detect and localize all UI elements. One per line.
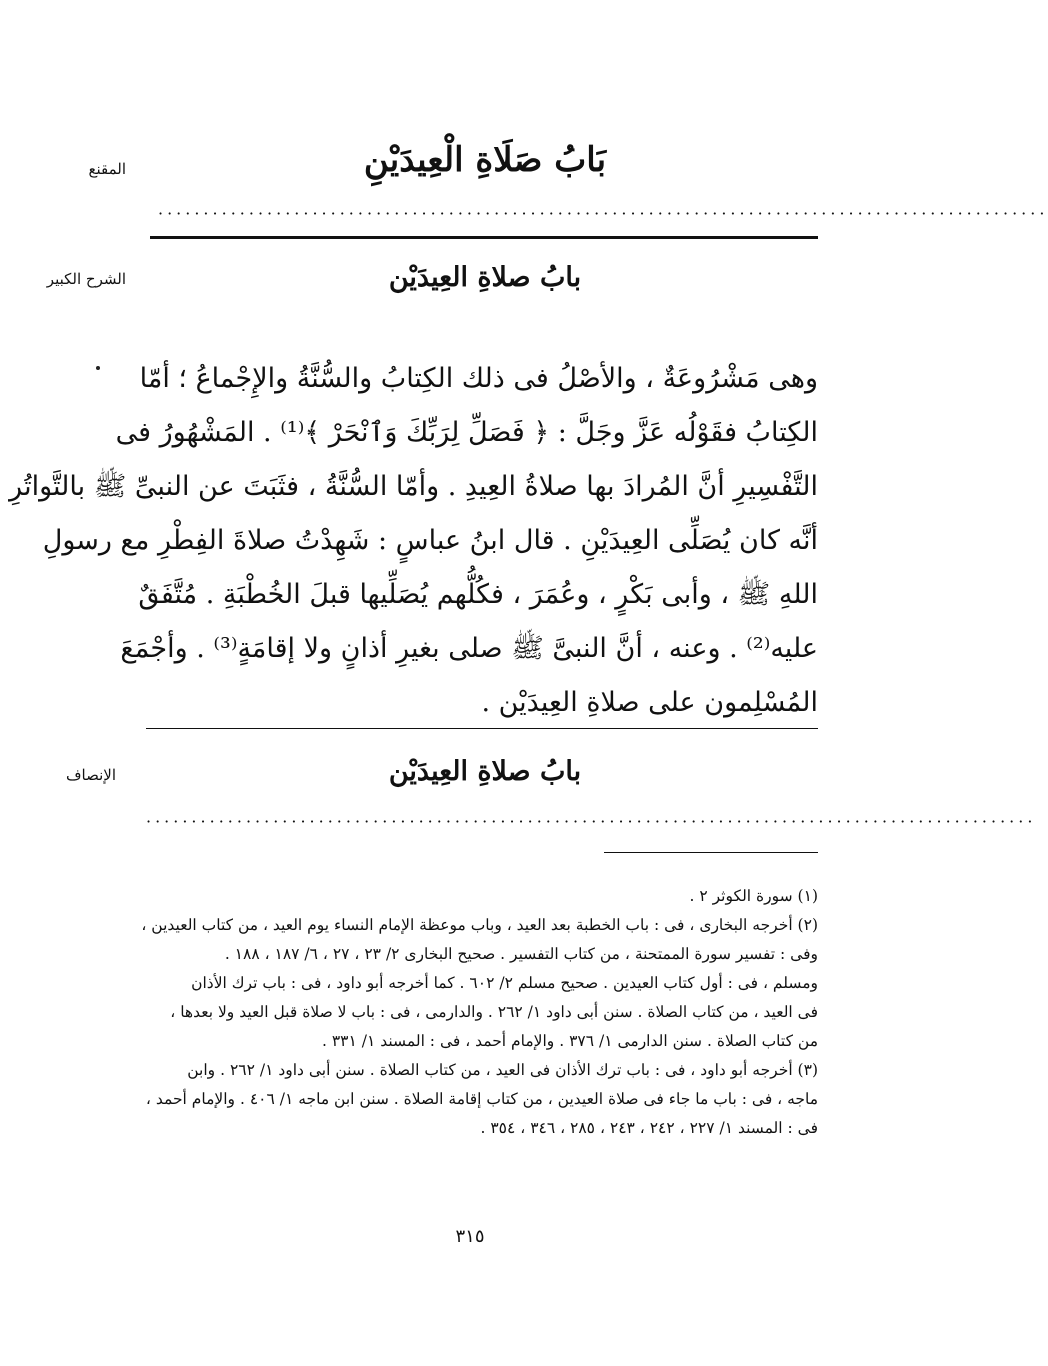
muqni-dotted-separator: ·································································································· <box>158 204 1048 223</box>
insaf-title: بابُ صلاةِ العِيدَيْن <box>388 756 582 787</box>
sharh-body-line: المُسْلِمون على صلاةِ العِيدَيْن . <box>481 687 818 718</box>
stray-dot <box>96 366 100 370</box>
footnote-line: ومسلم ، فى : أول كتاب العيدين . صحيح مسلم ٢/ ٦٠٢ . كما أخرجه أبو داود ، فى : باب ترك الأذان <box>191 974 818 992</box>
sharh-body-line: أنَّه كان يُصَلِّى العِيدَيْنِ . قال ابنُ عباسٍ : شَهِدْتُ صلاةَ الفِطْرِ مع رسولِ <box>42 525 818 556</box>
sharh-body-line: التَّفْسِيرِ أنَّ المُرادَ بها صلاةُ العِيدِ . وأمّا السُّنَّةُ ، فثَبَتَ عن النبىِّ ﷺ بالتَّواتُرِ <box>9 471 818 502</box>
footnote-line: فى العيد ، من كتاب الصلاة . سنن أبى داود ١/ ٢٦٢ . والدارمى ، فى : باب لا صلاة قبل العيد ولا بعدها ، <box>170 1003 818 1021</box>
side-label-sharh: الشرح الكبير <box>46 270 126 288</box>
muqni-title: بَابُ صَلَاةِ الْعِيدَيْنِ <box>363 140 607 180</box>
footnotes <box>136 882 818 1143</box>
footnote-line: وفى : تفسير سورة الممتحنة ، من كتاب التفسير . صحيح البخارى ٢/ ٢٣ ، ٢٧ ، ٦/ ١٨٧ ، ١٨٨ . <box>224 945 818 963</box>
sharh-body <box>9 352 818 730</box>
sharh-section-rule <box>146 728 818 729</box>
sharh-body-line: عليه⁽²⁾ . وعنه ، أنَّ النبىَّ ﷺ صلى بغيرِ أذانٍ ولا إقامَةٍ⁽³⁾ . وأجْمَعَ <box>120 633 818 664</box>
footnote-line: (٣) أخرجه أبو داود ، فى : باب ترك الأذان فى العيد ، من كتاب الصلاة . سنن أبى داود ١/ ٢٦٢ . وابن <box>187 1061 818 1079</box>
footnote-line: ماجه ، فى : باب ما جاء فى صلاة العيدين ، من كتاب إقامة الصلاة . سنن ابن ماجه ١/ ٤٠٦ . والإمام أحمد ، <box>145 1090 818 1108</box>
footnote-line: (١) سورة الكوثر ٢ . <box>689 887 818 905</box>
footnote-line: من كتاب الصلاة . سنن الدارمى ١/ ٣٧٦ . والإمام أحمد ، فى : المسند ١/ ٣٣١ . <box>321 1032 818 1050</box>
sharh-body-line: الكِتابُ فقَوْلُه عَزَّ وجَلَّ : ﴿ فَصَلِّ لِرَبِّكَ وَٱنْحَرْ ﴾⁽¹⁾ . المَشْهُورُ فى <box>115 417 818 448</box>
sharh-title: بابُ صلاةِ العِيدَيْن <box>388 262 582 293</box>
insaf-dotted-separator: ·································································································· <box>146 812 1037 831</box>
page-number: ٣١٥ <box>455 1226 485 1247</box>
muqni-section-rule <box>150 236 818 239</box>
footnote-separator <box>604 852 818 853</box>
side-label-muqni: المقنع <box>88 160 126 178</box>
sharh-body-line: اللهِ ﷺ ، وأبى بَكْرٍ ، وعُمَرَ ، فكُلُّهم يُصَلِّيها قبلَ الخُطْبَةِ . مُتَّفَقٌ <box>138 579 818 610</box>
side-label-insaf: الإنصاف <box>65 766 116 784</box>
sharh-body-line: وهى مَشْرُوعَةٌ ، والأصْلُ فى ذلك الكِتابُ والسُّنَّةُ والإِجْماعُ ؛ أمّا <box>139 363 818 394</box>
footnote-line: (٢) أخرجه البخارى ، فى : باب الخطبة بعد العيد ، وباب موعظة الإمام النساء يوم العيد ، من كتاب العيدين ، <box>141 916 818 934</box>
footnote-line: فى : المسند ١/ ٢٢٧ ، ٢٤٢ ، ٢٤٣ ، ٢٨٥ ، ٣٤٦ ، ٣٥٤ . <box>480 1119 818 1137</box>
